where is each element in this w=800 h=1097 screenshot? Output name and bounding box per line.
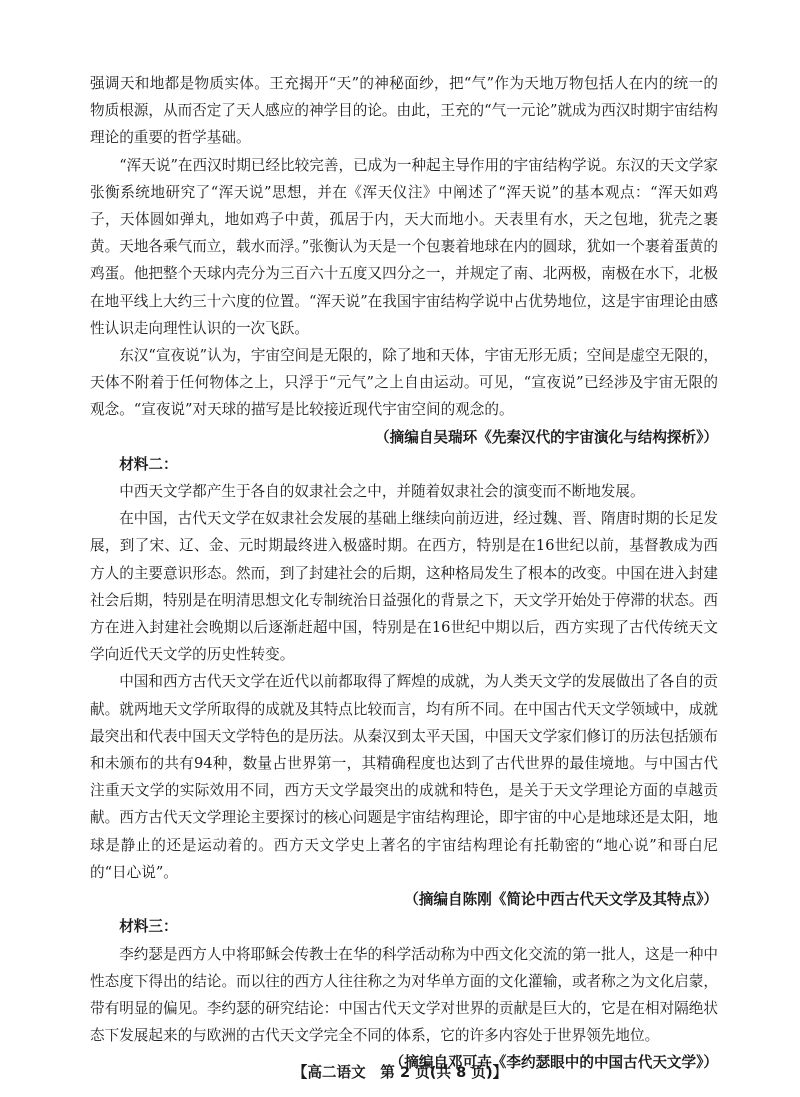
paragraph: 中国和西方古代天文学在近代以前都取得了辉煌的成就，为人类天文学的发展做出了各自的贡献。就两地天文学所取得的成就及其特点比较而言，均有所不同。在中国古代天文学领域中，成就最突出和代表中国天文学特色的是历法。从秦汉到太平天国，中国天文学家们修订的历法包括颁布和未颁布的共有94种，数量占世界第一，其精确程度也达到了古代世界的最佳境地。与中国古代注重天文学的实际效用不同，西方天文学最突出的成就和特色，是关于天文学理论方面的卓越贡献。西方古代天文学理论主要探讨的核心问题是宇宙结构理论，即宇宙的中心是地球还是太阳，地球是静止的还是运动着的。西方天文学史上著名的宇宙结构理论有托勒密的“地心说”和哥白尼的“日心说”。 [90,673,718,881]
source-citation: （摘编自陈刚《简论中西古代天文学及其特点》） [404,891,718,909]
source-citation: （摘编自邓可卉《李约瑟眼中的中国古代天文学》） [389,1054,718,1072]
material-heading: 材料二： [119,455,178,473]
material-heading: 材料三： [119,918,178,936]
reading-passage [90,70,718,1077]
paragraph: 李约瑟是西方人中将耶稣会传教士在华的科学活动称为中西文化交流的第一批人，这是一种中性态度下得出的结论。而以往的西方人往往称之为对华单方面的文化灌输，或者称之为文化启蒙，带有明显的偏见。李约瑟的研究结论：中国古代天文学对世界的贡献是巨大的，它是在相对隔绝状态下发展起来的与欧洲的古代天文学完全不同的体系，它的许多内容处于世界领先地位。 [90,945,718,1045]
paragraph: 在中国，古代天文学在奴隶社会发展的基础上继续向前迈进，经过魏、晋、隋唐时期的长足发展，到了宋、辽、金、元时期最终进入极盛时期。在西方，特别是在16世纪以前，基督教成为西方人的主要意识形态。然而，到了封建社会的后期，这种格局发生了根本的改变。中国在进入封建社会后期，特别是在明清思想文化专制统治日益强化的背景之下，天文学开始处于停滞的状态。西方在进入封建社会晚期以后逐渐赶超中国，特别是在16世纪中期以后，西方实现了古代传统天文学向近代天文学的历史性转变。 [90,510,718,664]
paragraph: “浑天说”在西汉时期已经比较完善，已成为一种起主导作用的宇宙结构学说。东汉的天文学家张衡系统地研究了“浑天说”思想，并在《浑天仪注》中阐述了“浑天说”的基本观点：“浑天如鸡子，天体圆如弹丸，地如鸡子中黄，孤居于内，天大而地小。天表里有水，天之包地，犹壳之裹黄。天地各乘气而立，载水而浮。”张衡认为天是一个包裹着地球在内的圆球，犹如一个裹着蛋黄的鸡蛋。他把整个天球内壳分为三百六十五度又四分之一，并规定了南、北两极，南极在水下，北极在地平线上大约三十六度的位置。“浑天说”在我国宇宙结构学说中占优势地位，这是宇宙理论由感性认识走向理性认识的一次飞跃。 [90,156,718,337]
paragraph: 强调天和地都是物质实体。王充揭开“天”的神秘面纱，把“气”作为天地万物包括人在内的统一的物质根源，从而否定了天人感应的神学目的论。由此，王充的“气一元论”就成为西汉时期宇宙结构理论的重要的哲学基础。 [90,75,718,147]
source-citation: （摘编自吴瑞环《先秦汉代的宇宙演化与结构探析》） [375,428,718,446]
paragraph: 中西天文学都产生于各自的奴隶社会之中，并随着奴隶社会的演变而不断地发展。 [119,483,645,501]
paragraph: 东汉“宣夜说”认为，宇宙空间是无限的，除了地和天体，宇宙无形无质；空间是虚空无限的，天体不附着于任何物体之上，只浮于“元气”之上自由运动。可见，“宣夜说”已经涉及宇宙无限的观念。“宣夜说”对天球的描写是比较接近现代宇宙空间的观念的。 [90,347,718,419]
page-footer: 【高二语文 第 2 页(共 8 页)】 [292,1064,508,1081]
